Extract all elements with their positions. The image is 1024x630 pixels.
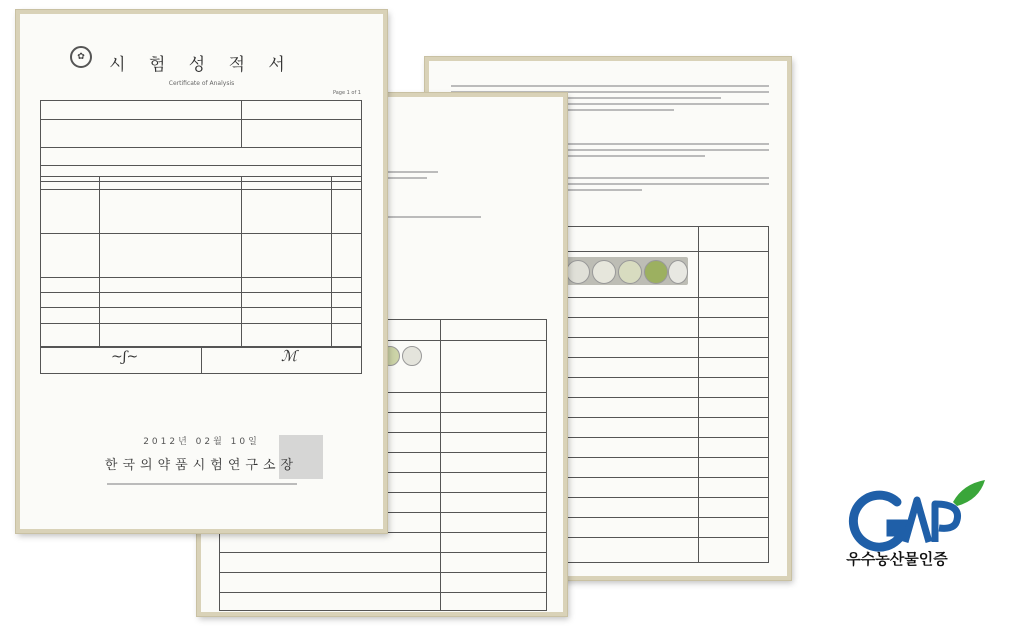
sample-dish	[644, 260, 668, 284]
certificate-subtitle: Certificate of Analysis	[168, 80, 235, 87]
certificate-title: 시 험 성 적 서	[109, 55, 294, 75]
result-table	[557, 226, 769, 563]
emblem-icon: ✿	[70, 46, 92, 68]
certificate-page-front	[16, 10, 387, 533]
signature-box	[40, 346, 362, 374]
gap-certification-logo	[835, 480, 1005, 580]
sample-dish	[592, 260, 616, 284]
signature-image: ~ʃ~	[111, 349, 139, 365]
header-info-box	[40, 100, 362, 182]
analysis-table	[40, 176, 362, 348]
issue-date: 2012년 02월 10일	[143, 437, 260, 447]
sample-dish	[402, 346, 422, 366]
sample-dish	[668, 260, 688, 284]
page-indicator: Page 1 of 1	[332, 90, 361, 96]
certification-label: 우수농산물인증	[846, 550, 948, 568]
sample-dish	[618, 260, 642, 284]
sample-dish	[566, 260, 590, 284]
issuing-organization: 한국의약품시험연구소장	[104, 458, 299, 473]
organization-address	[20, 479, 383, 489]
signature-image: ℳ	[281, 347, 298, 365]
